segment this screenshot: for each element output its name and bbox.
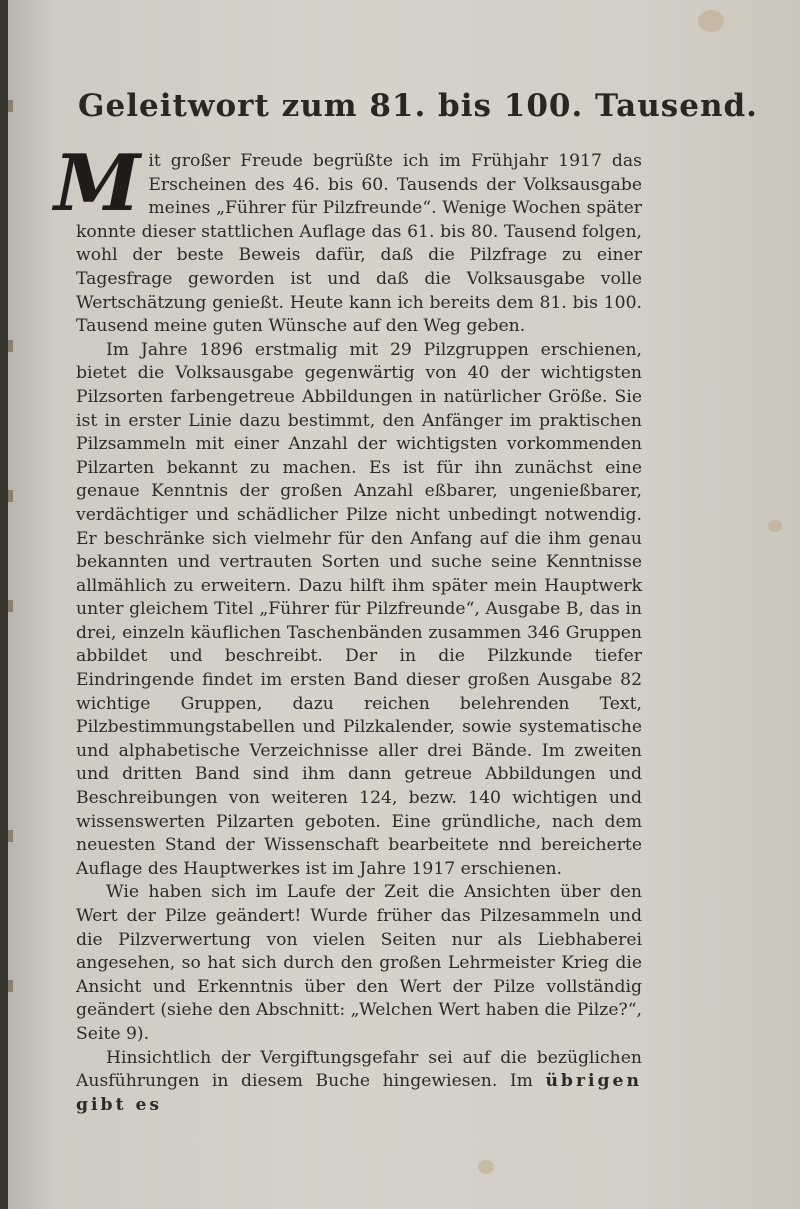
binding-mark xyxy=(8,100,13,112)
paragraph-text: Wie haben sich im Laufe der Zeit die Ansichten über den Wert der Pilze geändert! Wurde früher das Pilzesammeln und die Pilzverwertung von vielen Seiten nur als Liebhaberei angesehen, so hat sich durch den großen Lehrmeister Krieg die Ansicht und Erkenntnis über den Wert der Pilze vollständig geändert (siehe den Abschnitt: „Welchen Wert haben die Pilze?“, Seite 9). xyxy=(76,882,642,1044)
paragraph-text: it großer Freude begrüßte ich im Frühjahr 1917 das Erscheinen des 46. bis 60. Tausends der Volksausgabe meines „Führer für Pilzfreunde“. Wenige Wochen später konnte dieser stattlichen Auflage das 61. bis 80. Tausend folgen, wohl der beste Beweis dafür, daß die Pilzfrage zu einer Tagesfrage geworden ist und daß die Volksausgabe volle Wertschätzung genießt. Heute kann ich bereits dem 81. bis 100. Tausend meine guten Wünsche auf den Weg geben. xyxy=(76,151,642,337)
binding-mark xyxy=(8,830,13,842)
foxing-stain xyxy=(768,520,782,532)
page-title: Geleitwort zum 81. bis 100. Tausend. xyxy=(78,88,758,124)
drop-cap: M xyxy=(54,138,141,229)
body-text xyxy=(54,138,642,1117)
binding-mark xyxy=(8,340,13,352)
binding-mark xyxy=(8,980,13,992)
paragraph xyxy=(76,881,642,1046)
paragraph xyxy=(54,138,642,339)
binding-mark xyxy=(8,490,13,502)
spaced-emphasis: übrigen gibt es xyxy=(76,1071,642,1115)
paragraph xyxy=(76,339,642,882)
paragraph-text: Im Jahre 1896 erstmalig mit 29 Pilzgruppen erschienen, bietet die Volksausgabe gegenwärtig von 40 der wichtigsten Pilzsorten farbengetreue Abbildungen in natürlicher Größe. Sie ist in erster Linie dazu bestimmt, den Anfänger im praktischen Pilzsammeln mit einer Anzahl der wichtigsten vorkommenden Pilzarten bekannt zu machen. Es ist für ihn zunächst eine genaue Kenntnis der großen Anzahl eßbarer, ungenießbarer, verdächtiger und schädlicher Pilze nicht unbedingt notwendig. Er beschränke sich vielmehr für den Anfang auf die ihm genau bekannten und vertrauten Sorten und suche seine Kenntnisse allmählich zu erweitern. Dazu hilft ihm später mein Hauptwerk unter gleichem Titel „Führer für Pilzfreunde“, Ausgabe B, das in drei, einzeln käuflichen Taschenbänden zusammen 346 Gruppen abbildet und beschreibt. Der in die Pilzkunde tiefer Eindringende findet im ersten Band dieser großen Ausgabe 82 wichtige Gruppen, dazu reichen belehrenden Text, Pilzbestimmungstabellen und Pilzkalender, sowie systematische und alphabetische Verzeichnisse aller drei Bände. Im zweiten und dritten Band sind ihm dann getreue Abbildungen und Beschreibungen von weiteren 124, bezw. 140 wichtigen und wissenswerten Pilzarten geboten. Eine gründliche, nach dem neuesten Stand der Wissenschaft bearbeitete nnd bereicherte Auflage des Hauptwerkes ist im Jahre 1917 erschienen. xyxy=(76,339,642,879)
paragraph xyxy=(76,1047,642,1118)
foxing-stain xyxy=(478,1160,494,1174)
paragraph-text: Hinsichtlich der Vergiftungsgefahr sei auf die bezüglichen Ausführungen in diesem Buche hingewiesen. Im xyxy=(76,1047,642,1092)
binding-mark xyxy=(8,600,13,612)
book-page xyxy=(8,0,800,1209)
foxing-stain xyxy=(698,10,724,32)
